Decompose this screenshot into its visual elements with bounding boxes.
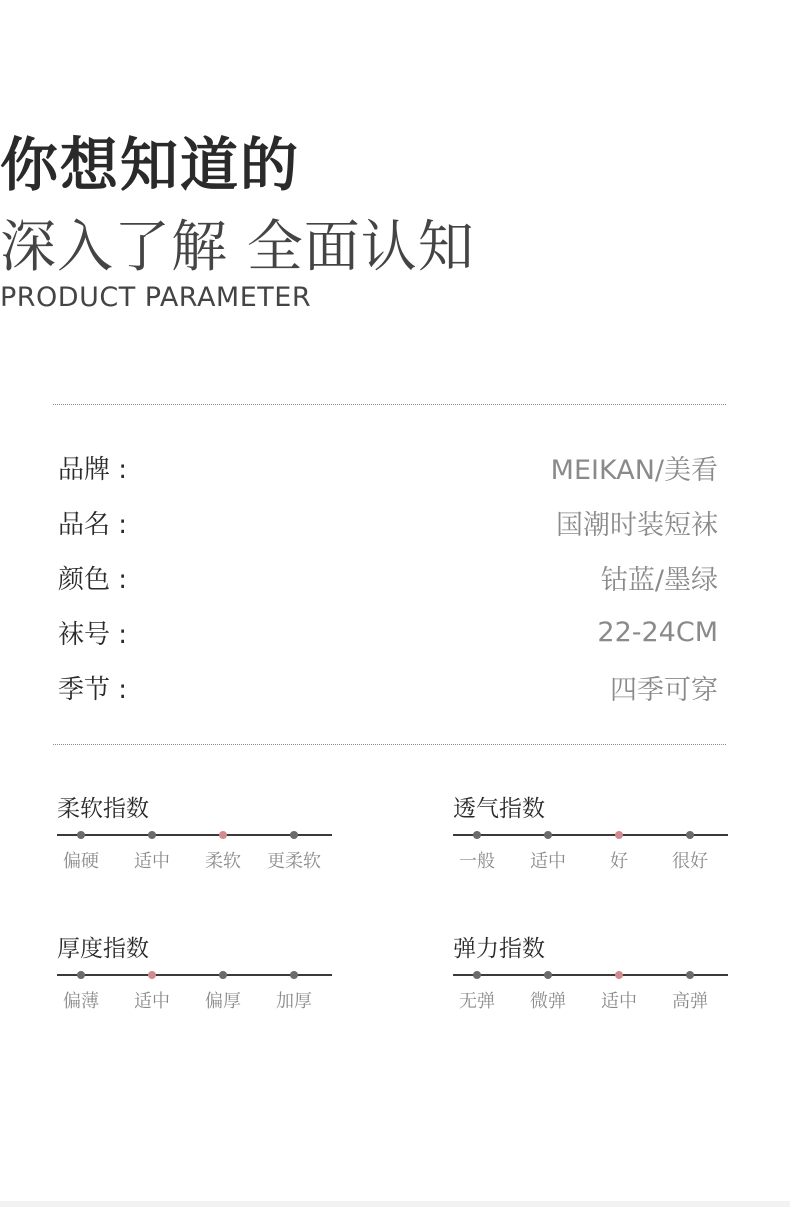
index-level-label: 无弹 <box>459 991 495 1012</box>
param-label: 颜色 : <box>58 565 128 595</box>
param-row-brand <box>58 440 718 495</box>
page-title: 你想知道的 <box>0 131 301 199</box>
index-dot-selected <box>148 971 156 979</box>
index-level-label: 微弹 <box>530 991 566 1012</box>
param-value: 国潮时装短袜 <box>556 510 718 541</box>
index-dot <box>77 831 85 839</box>
index-dot <box>686 831 694 839</box>
param-row-color <box>58 550 718 605</box>
index-title: 柔软指数 <box>57 796 149 822</box>
index-elasticity <box>453 933 728 1013</box>
index-level-label: 适中 <box>601 991 637 1012</box>
param-label: 品牌 : <box>58 455 128 485</box>
index-level-label: 更柔软 <box>267 851 321 872</box>
param-value: 四季可穿 <box>610 675 718 706</box>
divider-bottom <box>53 744 726 745</box>
index-track <box>57 831 332 841</box>
index-title: 透气指数 <box>453 796 545 822</box>
param-value: 22-24CM <box>597 617 718 648</box>
index-labels <box>453 987 728 1013</box>
param-row-name <box>58 495 718 550</box>
param-label: 袜号 : <box>58 620 128 650</box>
index-dot <box>544 971 552 979</box>
param-value: MEIKAN/美看 <box>550 455 718 486</box>
index-level-label: 适中 <box>134 851 170 872</box>
param-list <box>58 440 718 715</box>
index-dot <box>148 831 156 839</box>
index-dot-selected <box>219 831 227 839</box>
index-dot-selected <box>615 831 623 839</box>
index-level-label: 偏厚 <box>205 991 241 1012</box>
index-level-label: 好 <box>610 851 628 872</box>
index-dot <box>473 971 481 979</box>
index-level-label: 偏薄 <box>63 991 99 1012</box>
index-level-label: 高弹 <box>672 991 708 1012</box>
index-dot <box>77 971 85 979</box>
index-softness <box>57 793 332 873</box>
index-level-label: 偏硬 <box>63 851 99 872</box>
index-breathability <box>453 793 728 873</box>
index-dot <box>544 831 552 839</box>
index-dot <box>290 971 298 979</box>
index-dot <box>290 831 298 839</box>
index-track <box>57 971 332 981</box>
index-level-label: 加厚 <box>276 991 312 1012</box>
index-labels <box>453 847 728 873</box>
index-dot-selected <box>615 971 623 979</box>
param-row-season <box>58 660 718 715</box>
index-dot <box>473 831 481 839</box>
param-value: 钴蓝/墨绿 <box>600 565 718 596</box>
page-subtitle: 深入了解 全面认知 <box>0 215 475 280</box>
page-title-english: PRODUCT PARAMETER <box>0 282 312 313</box>
index-track <box>453 831 728 841</box>
index-level-label: 适中 <box>530 851 566 872</box>
index-dot <box>219 971 227 979</box>
index-thickness <box>57 933 332 1013</box>
index-level-label: 很好 <box>672 851 708 872</box>
param-row-size <box>58 605 718 660</box>
index-title: 弹力指数 <box>453 936 545 962</box>
index-level-label: 一般 <box>459 851 495 872</box>
param-label: 品名 : <box>58 510 128 540</box>
bottom-strip <box>0 1201 790 1207</box>
index-level-label: 适中 <box>134 991 170 1012</box>
index-level-label: 柔软 <box>205 851 241 872</box>
index-title: 厚度指数 <box>57 936 149 962</box>
index-labels <box>57 987 332 1013</box>
param-label: 季节 : <box>58 675 128 705</box>
index-labels <box>57 847 332 873</box>
divider-top <box>53 404 726 405</box>
index-dot <box>686 971 694 979</box>
index-track <box>453 971 728 981</box>
